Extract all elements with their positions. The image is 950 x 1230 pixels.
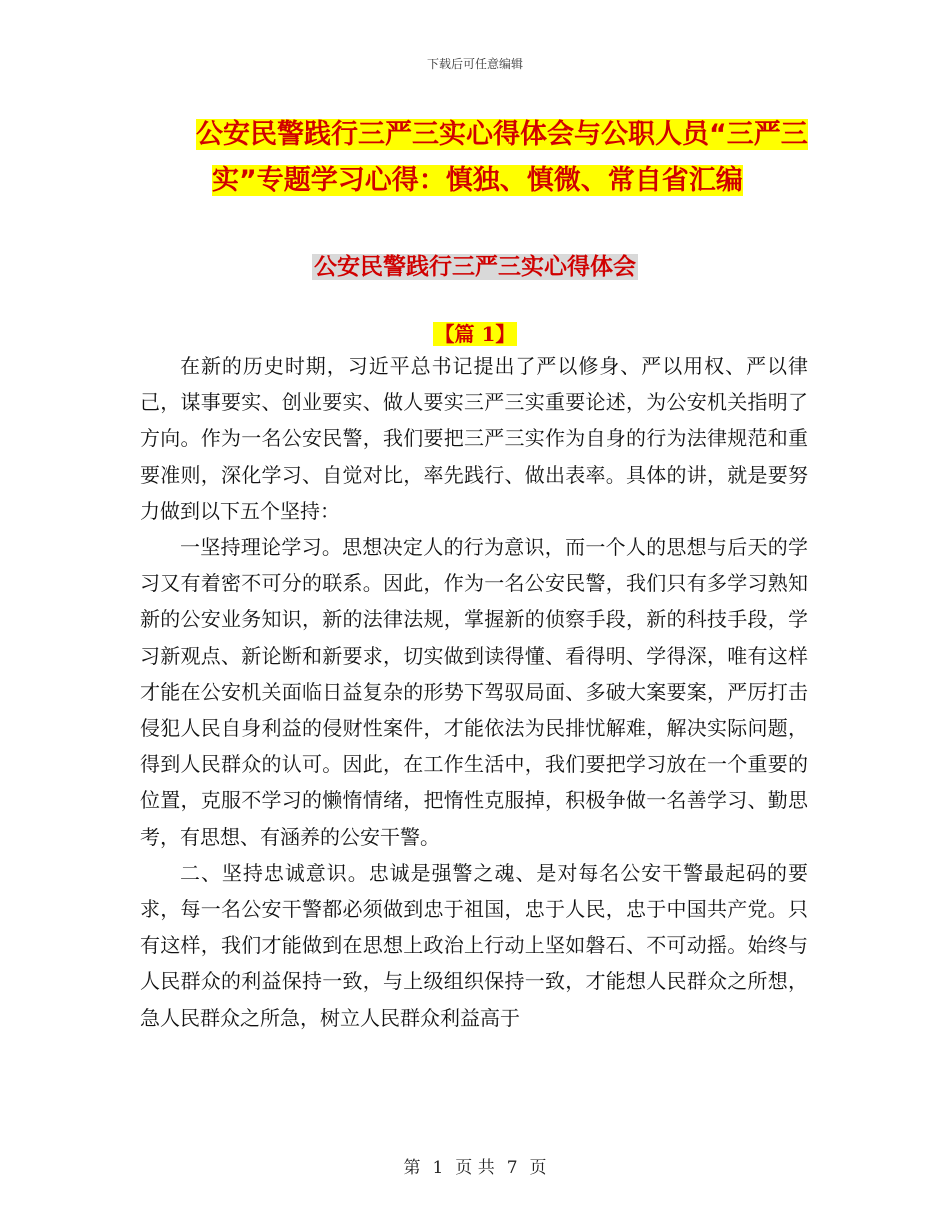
paragraph: 一坚持理论学习。思想决定人的行为意识，而一个人的思想与后天的学习又有着密不可分的联系。因此，作为一名公安民警，我们只有多学习熟知新的公安业务知识，新的法律法规，掌握新的侦察手段，新的科技手段，学习新观点、新论断和新要求，切实做到读得懂、看得明、学得深，唯有这样才能在公安机关面临日益复杂的形势下驾驭局面、多破大案要案，严厉打击侵犯人民自身利益的侵财性案件，才能依法为民排忧解难，解决实际问题，得到人民群众的认可。因此，在工作生活中，我们要把学习放在一个重要的位置，克服不学习的懒惰情绪，把惰性克服掉，积极争做一名善学习、勤思考，有思想、有涵养的公安干警。 [140, 535, 808, 849]
body-text [140, 348, 808, 1036]
title-line-2: 实”专题学习心得：慎独、慎微、常自省汇编 [212, 165, 743, 196]
document-title [196, 112, 816, 204]
footer-prefix: 第 [403, 1158, 421, 1178]
page-number: 1 [432, 1158, 444, 1178]
header-note: 下载后可任意编辑 [426, 57, 523, 71]
part-label: 【篇 1】 [434, 322, 516, 346]
footer-mid: 页 共 [455, 1158, 495, 1178]
total-pages: 7 [506, 1158, 518, 1178]
page-footer [0, 1153, 950, 1178]
section-subtitle: 公安民警践行三严三实心得体会 [314, 254, 636, 280]
footer-suffix: 页 [529, 1158, 547, 1178]
paragraph: 二、坚持忠诚意识。忠诚是强警之魂、是对每名公安干警最起码的要求，每一名公安干警都必须做到忠于祖国，忠于人民，忠于中国共产党。只有这样，我们才能做到在思想上政治上行动上坚如磐石、不可动摇。始终与人民群众的利益保持一致，与上级组织保持一致，才能想人民群众之所想，急人民群众之所急，树立人民群众利益高于 [140, 860, 808, 1030]
paragraph: 在新的历史时期，习近平总书记提出了严以修身、严以用权、严以律己，谋事要实、创业要实、做人要实三严三实重要论述，为公安机关指明了方向。作为一名公安民警，我们要把三严三实作为自身的行为法律规范和重要准则，深化学习、自觉对比，率先践行、做出表率。具体的讲，就是要努力做到以下五个坚持： [140, 354, 808, 523]
title-line-1: 公安民警践行三严三实心得体会与公职人员“三严三 [196, 119, 808, 150]
